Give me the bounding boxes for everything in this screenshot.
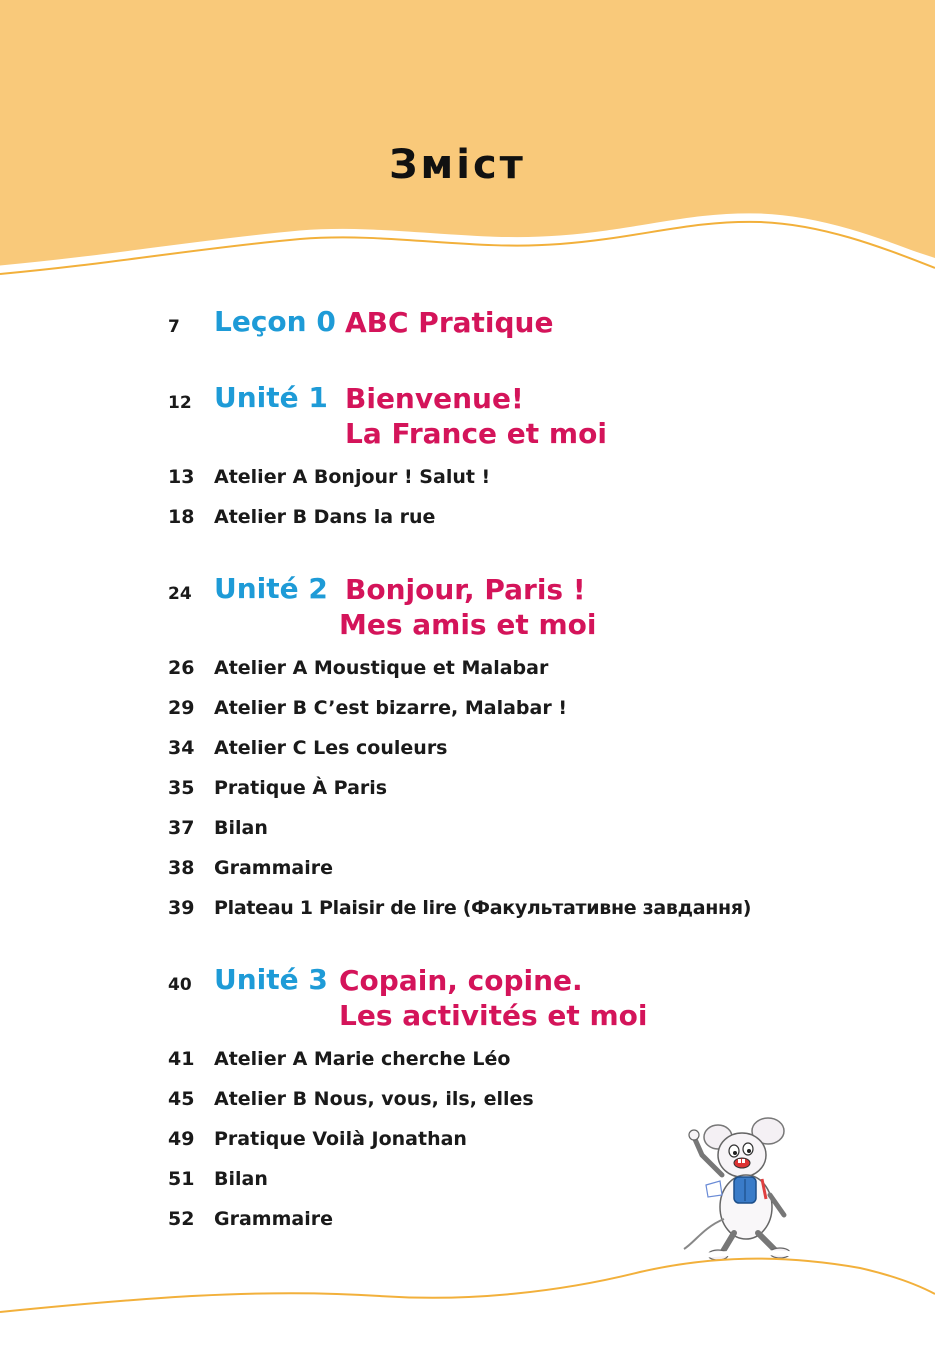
page-number: 12 (168, 393, 192, 413)
unit-label: Leçon 0 (214, 305, 336, 338)
item-title: Bilan (214, 817, 268, 839)
unit-title-line1: Bonjour, Paris ! (345, 573, 586, 606)
page-number: 7 (168, 317, 180, 337)
page-number: 26 (168, 657, 195, 679)
page-number: 41 (168, 1048, 195, 1070)
page-number: 37 (168, 817, 195, 839)
unit-title-line2: Les activités et moi (339, 999, 648, 1032)
item-title: Bilan (214, 1168, 268, 1190)
item-title: Atelier C Les couleurs (214, 737, 448, 759)
unit-title: ABC Pratique (345, 306, 554, 339)
item-title: Grammaire (214, 1208, 333, 1230)
item-title: Pratique À Paris (214, 777, 388, 799)
page-number: 49 (168, 1128, 195, 1150)
unit-title-line2: La France et moi (345, 417, 607, 450)
unit-label: Unité 1 (214, 381, 328, 414)
page-number: 38 (168, 857, 195, 879)
page-number: 34 (168, 737, 195, 759)
page-number: 52 (168, 1208, 195, 1230)
page-number: 51 (168, 1168, 195, 1190)
item-title: Grammaire (214, 857, 333, 879)
item-title: Atelier A Marie cherche Léo (214, 1048, 511, 1070)
page-number: 35 (168, 777, 195, 799)
page-number: 18 (168, 506, 195, 528)
unit-label: Unité 3 (214, 963, 328, 996)
item-title: Atelier A Moustique et Malabar (214, 657, 549, 679)
page-number: 39 (168, 897, 195, 919)
item-title: Atelier B Nous, vous, ils, elles (214, 1088, 534, 1110)
unit-title-line1: Copain, copine. (339, 964, 583, 997)
page-number: 29 (168, 697, 195, 719)
item-title: Atelier B C’est bizarre, Malabar ! (214, 697, 568, 719)
page-number: 13 (168, 466, 195, 488)
page-number: 45 (168, 1088, 195, 1110)
item-title: Plateau 1 Plaisir de lire (Факультативне завдання) (214, 897, 752, 919)
item-title: Pratique Voilà Jonathan (214, 1128, 467, 1150)
item-title: Atelier B Dans la rue (214, 506, 436, 528)
page-title: Зміст (389, 142, 526, 188)
unit-title-line2: Mes amis et moi (339, 608, 597, 641)
footer-wave (0, 1240, 935, 1360)
page-number: 40 (168, 975, 192, 995)
unit-label: Unité 2 (214, 572, 328, 605)
page-number: 24 (168, 584, 192, 604)
item-title: Atelier A Bonjour ! Salut ! (214, 466, 491, 488)
unit-title-line1: Bienvenue! (345, 382, 524, 415)
